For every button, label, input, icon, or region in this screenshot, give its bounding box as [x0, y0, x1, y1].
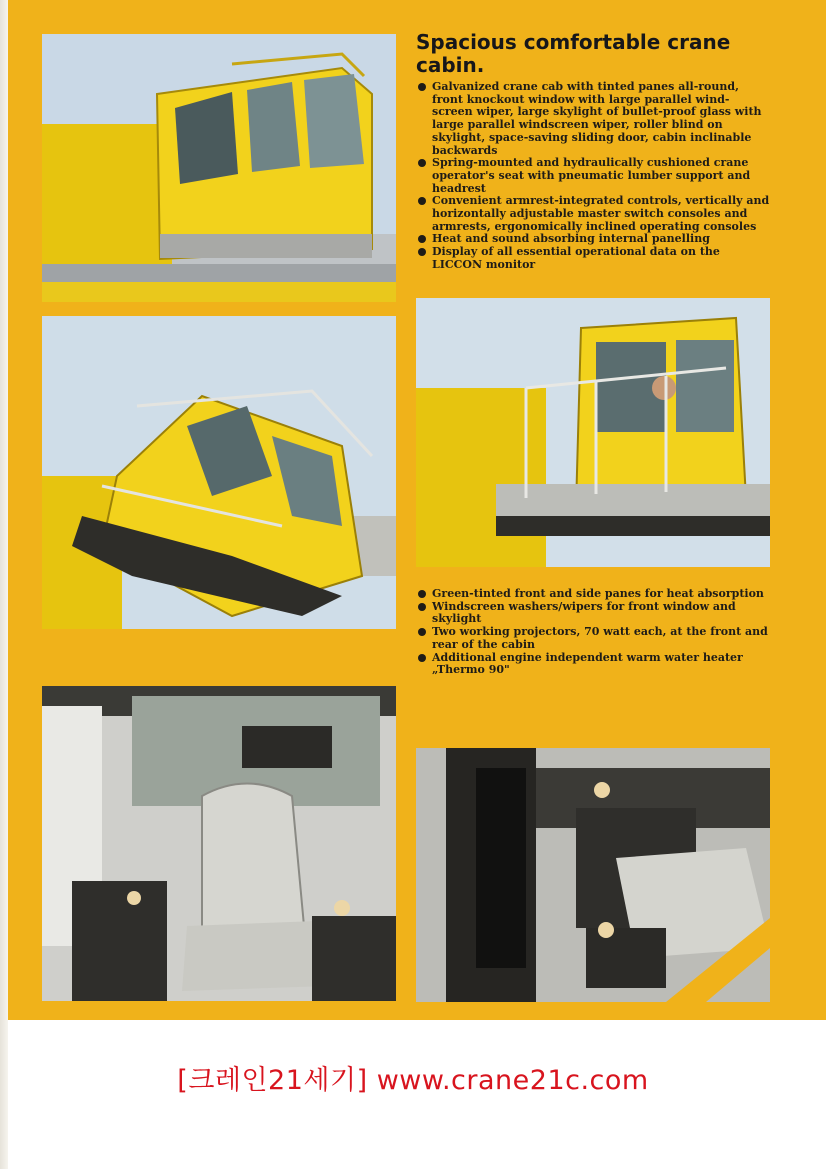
list-item: Additional engine independent warm water heater „Thermo 90" — [416, 652, 772, 677]
list-item: Windscreen washers/wipers for front window and skylight — [416, 601, 772, 626]
list-item: Green-tinted front and side panes for heat absorption — [416, 588, 772, 601]
watermark-text: [크레인21세기] www.crane21c.com — [177, 1065, 649, 1096]
photo-cab-exterior — [42, 34, 396, 302]
photo-cab-interior-seat — [42, 686, 396, 1001]
list-item: Display of all essential operational data on the LICCON monitor — [416, 246, 772, 271]
page-edge — [0, 0, 8, 1169]
photo-cab-console — [416, 748, 770, 1002]
list-item: Convenient armrest-integrated controls, vertically and horizontally adjustable master switch consoles and armrests, ergonomically inclined operating consoles — [416, 195, 772, 233]
list-item: Two working projectors, 70 watt each, at the front and rear of the cabin — [416, 626, 772, 651]
photo-cab-operator — [416, 298, 770, 567]
list-item: Heat and sound absorbing internal panelling — [416, 233, 772, 246]
page-title: Spacious comfortable crane cabin. — [416, 30, 731, 77]
list-item: Spring-mounted and hydraulically cushioned crane operator's seat with pneumatic lumber support and headrest — [416, 157, 772, 195]
list-item: Galvanized crane cab with tinted panes all-round, front knockout window with large parallel wind- screen wiper, large skylight of bullet-proof glass with large parallel windscreen wiper, roller blind on skylight, space-saving sliding door, cabin inclinable backwards — [416, 81, 772, 157]
photo-cab-tilted — [42, 316, 396, 629]
feature-list-secondary — [416, 588, 772, 677]
feature-list-primary — [416, 81, 772, 272]
